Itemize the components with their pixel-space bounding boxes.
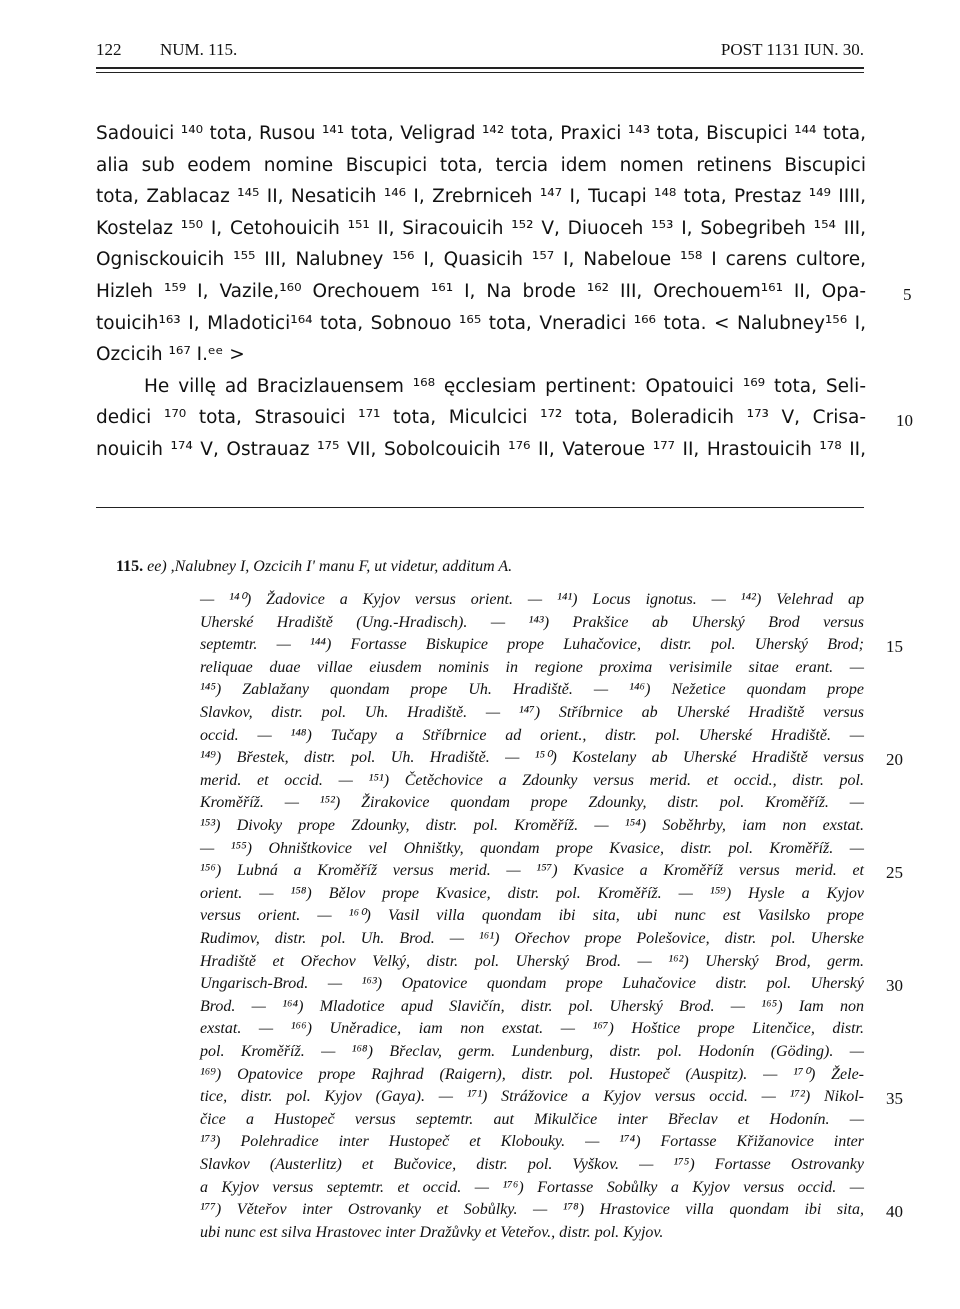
footnote-variant-note: ee) ,Nalubney I, Ozcicih I' manu F, ut videtur, additum A.	[147, 558, 513, 575]
page-number: 122	[96, 40, 122, 59]
margin-line-number: 25	[886, 863, 903, 882]
footnote-line: ¹⁵⁶) Lubná a Kroměříž versus merid. — ¹⁵⁷) Kvasice a Kroměříž versus merid. et	[200, 862, 864, 880]
text-line: Hizleh ¹⁵⁹ I, Vazile,¹⁶⁰ Orechouem ¹⁶¹ I, Na brode ¹⁶² III, Orechouem¹⁶¹ II, Opa-	[96, 281, 866, 302]
running-header	[96, 40, 864, 60]
footnote-line: orient. — ¹⁵⁸) Bělov prope Kvasice, distr. pol. Kroměříž. — ¹⁵⁹) Hysle a Kyjov	[200, 884, 864, 902]
margin-line-number: 20	[886, 750, 903, 769]
footnote-first-line	[116, 556, 864, 579]
footnote-line: Slavkov, distr. pol. Uh. Hradiště. — ¹⁴⁷) Stříbrnice ab Uherské Hradiště versus	[200, 704, 864, 721]
margin-line-number: 5	[903, 285, 912, 304]
footnote-line: septemtr. — ¹⁴⁴) Fortasse Biskupice prope Luhačovice, distr. pol. Uherský Brod;	[200, 636, 864, 654]
margin-line-number: 30	[886, 976, 903, 995]
footnote-line: Slavkov (Austerlitz) et Bučovice, distr. pol. Vyškov. — ¹⁷⁵) Fortasse Ostrovanky	[200, 1156, 864, 1173]
footnote-line: Ungarisch-Brod. — ¹⁶³) Opatovice quondam prope Luhačovice distr. pol. Uherský	[200, 975, 864, 993]
footnote-line: exstat. — ¹⁶⁶) Uněradice, iam non exstat. — ¹⁶⁷) Hoštice prope Litenčice, distr.	[200, 1020, 864, 1038]
text-line: tota, Zablacaz ¹⁴⁵ II, Nesaticih ¹⁴⁶ I, Zrebrniceh ¹⁴⁷ I, Tucapi ¹⁴⁸ tota, Prestaz ¹⁴⁹ IIII,	[96, 186, 866, 208]
footnote-line: tice, distr. pol. Kyjov (Gaya). — ¹⁷¹) Strážovice a Kyjov versus occid. — ¹⁷²) Nikol-	[200, 1088, 864, 1106]
header-rule-top	[96, 67, 864, 69]
footnote-line: ¹⁷³) Polehradice inter Hustopeč et Klobouky. — ¹⁷⁴) Fortasse Křižanovice inter	[200, 1133, 864, 1151]
text-line: Ognisckouicih ¹⁵⁵ III, Nalubney ¹⁵⁶ I, Quasicih ¹⁵⁷ I, Nabeloue ¹⁵⁸ I carens cultore,	[96, 249, 866, 271]
footnote-line: Rudimov, distr. pol. Uh. Brod. — ¹⁶¹) Ořechov prope Polešovice, distr. pol. Uherske	[200, 930, 864, 947]
footnote-line: čice a Hustopeč versus septemtr. aut Mikulčice inter Břeclav et Hodonín. —	[200, 1110, 864, 1128]
text-line: He villę ad Bracizlauensem ¹⁶⁸ ęcclesiam pertinent: Opatouici ¹⁶⁹ tota, Seli-	[144, 375, 866, 397]
footnote-line: a Kyjov versus septemtr. et occid. — ¹⁷⁶) Fortasse Sobůlky a Kyjov versus occid. —	[200, 1178, 864, 1196]
text-line: Kostelaz ¹⁵⁰ I, Cetohouicih ¹⁵¹ II, Siracouicih ¹⁵² V, Diuoceh ¹⁵³ I, Sobegribeh ¹⁵⁴ III,	[96, 217, 866, 239]
document-number: NUM. 115.	[160, 40, 238, 59]
footnote-line: — ¹⁴⁰) Žadovice a Kyjov versus orient. — ¹⁴¹) Locus ignotus. — ¹⁴²) Velehrad ap	[200, 591, 864, 608]
footnote-line: occid. — ¹⁴⁸) Tučapy a Stříbrnice ad orient., distr. pol. Uherské Hradiště. —	[200, 726, 864, 744]
footnote-line: — ¹⁵⁵) Ohništkovice vel Ohništky, quondam prope Kvasice, distr. pol. Kroměříž. —	[200, 839, 864, 857]
text-line: Sadouici ¹⁴⁰ tota, Rusou ¹⁴¹ tota, Veligrad ¹⁴² tota, Praxici ¹⁴³ tota, Biscupici ¹⁴⁴ tota,	[96, 123, 866, 144]
margin-line-number: 10	[896, 411, 913, 430]
footnote-line: ¹⁵³) Divoky prope Zdounky, distr. pol. Kroměříž. — ¹⁵⁴) Soběhrby, iam non exstat.	[200, 817, 864, 834]
text-line: touicih¹⁶³ I, Mladotici¹⁶⁴ tota, Sobnouo ¹⁶⁵ tota, Vneradici ¹⁶⁶ tota. < Nalubney¹⁵⁶ I,	[96, 312, 866, 334]
footnote-line: ¹⁴⁵) Zablažany quondam prope Uh. Hradiště. — ¹⁴⁶) Nežetice quondam prope	[200, 681, 864, 699]
footnote-document-number: 115.	[116, 558, 144, 575]
text-line: nouicih ¹⁷⁴ V, Ostrauaz ¹⁷⁵ VII, Sobolcouicih ¹⁷⁶ II, Vateroue ¹⁷⁷ II, Hrastouicih ¹⁷⁸ II,	[96, 439, 866, 460]
footnote-line: versus orient. — ¹⁶⁰) Vasil villa quondam ibi sita, ubi nunc est Vasilsko prope	[200, 907, 864, 925]
margin-line-number: 35	[886, 1089, 903, 1108]
footnote-line: pol. Kroměříž. — ¹⁶⁸) Břeclav, germ. Lundenburg, distr. pol. Hodonín (Göding). —	[200, 1043, 864, 1060]
footnote-line: Uherské Hradiště (Ung.-Hradisch). — ¹⁴³) Prakšice ab Uherský Brod versus	[200, 613, 864, 631]
text-line: Ozcicih ¹⁶⁷ I.ᵉᵉ >	[96, 344, 245, 366]
footnote-line: ¹⁷⁷) Věteřov inter Ostrovanky et Sobůlky. — ¹⁷⁸) Hrastovice villa quondam ibi sita,	[200, 1201, 864, 1219]
footnote-line: Kroměříž. — ¹⁵²) Žirakovice quondam prope Zdounky, distr. pol. Kroměříž. —	[200, 794, 864, 812]
footnote-line: ¹⁶⁹) Opatovice prope Rajhrad (Raigern), distr. pol. Hustopeč (Auspitz). — ¹⁷⁰) Žele-	[200, 1065, 864, 1083]
footnote-separator	[96, 507, 864, 508]
margin-line-number: 40	[886, 1202, 903, 1221]
footnote-line: Hradiště et Ořechov Velký, distr. pol. Uherský Brod. — ¹⁶²) Uherský Brod, germ.	[200, 952, 864, 970]
footnote-line: reliquae duae villae eiusdem nominis in regione proxima verisimile sitae erant. —	[200, 658, 864, 676]
footnote-line: ¹⁴⁹) Břestek, distr. pol. Uh. Hradiště. — ¹⁵⁰) Kostelany ab Uherské Hradiště versus	[200, 749, 864, 767]
text-line: dedici ¹⁷⁰ tota, Strasouici ¹⁷¹ tota, Miculcici ¹⁷² tota, Boleradicih ¹⁷³ V, Crisa-	[96, 407, 866, 429]
document-date: POST 1131 IUN. 30.	[720, 40, 864, 59]
footnote-line: ubi nunc est silva Hrastovec inter Dražůvky et Veteřov., distr. pol. Kyjov.	[200, 1223, 664, 1241]
footnote-line: merid. et occid. — ¹⁵¹) Četěchovice a Zdounky versus merid. et occid., distr. pol.	[200, 771, 864, 789]
header-rule-bottom	[96, 72, 864, 73]
footnote-line: Brod. — ¹⁶⁴) Mladotice apud Slavičín, distr. pol. Uherský Brod. — ¹⁶⁵) Iam non	[200, 997, 864, 1015]
text-line: alia sub eodem nomine Biscupici tota, tercia idem nomen retinens Biscupici	[96, 154, 866, 176]
margin-line-number: 15	[886, 637, 903, 656]
